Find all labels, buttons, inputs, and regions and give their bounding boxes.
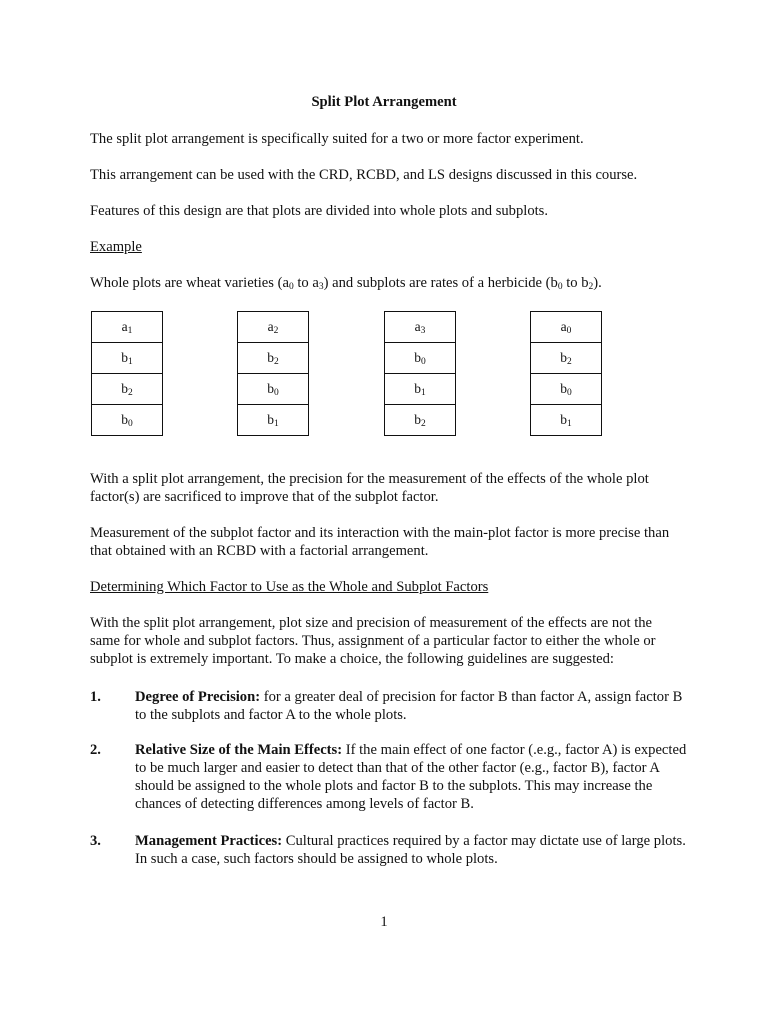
plot-cell: $b_1$: [238, 404, 308, 435]
plot-cell: $b_0$: [531, 373, 601, 404]
plot-cell: $a_1$: [121, 319, 133, 336]
guideline-item: [90, 832, 686, 868]
plot-cell: $b_1$: [385, 373, 455, 404]
subplot-paragraph: Measurement of the subplot factor and its interaction with the main-plot factor is more precise than that obtained with an RCBD with a factorial arrangement.: [90, 525, 670, 559]
whole-plot-1: [91, 311, 163, 436]
guideline-number: 3.: [90, 833, 101, 849]
plot-cell: $b_2$: [531, 342, 601, 373]
plot-cell: $b_2$: [238, 342, 308, 373]
plot-cell: $b_0$: [238, 373, 308, 404]
guideline-number: 1.: [90, 689, 101, 705]
plot-cell: $a_0$: [560, 319, 572, 336]
intro-paragraph-2: This arrangement can be used with the CRD, RCBD, and LS designs discussed in this course.: [90, 167, 638, 183]
guideline-heading: Degree of Precision:: [135, 689, 261, 705]
intro-paragraph-1: The split plot arrangement is specifically suited for a two or more factor experiment.: [90, 131, 584, 147]
guideline-text: If the main effect of one factor (.e.g., factor A) is expected to be much larger and easier to detect than that of the other factor (e.g., factor B), factor A should be assigned to the whole plots and factor B to the subplots. This may increase the chances of detecting differences among levels of factor B.: [135, 742, 687, 812]
precision-paragraph: With a split plot arrangement, the precision for the measurement of the effects of the whole plot factor(s) are sacrificed to improve that of the subplot factor.: [90, 471, 649, 505]
whole-plot-2: [237, 311, 309, 436]
plot-cell: $b_0$: [385, 342, 455, 373]
intro-paragraph-3: Features of this design are that plots are divided into whole plots and subplots.: [90, 203, 549, 219]
guideline-item: [90, 741, 690, 813]
plot-cell: $b_1$: [92, 342, 162, 373]
page-title: Split Plot Arrangement: [311, 94, 457, 110]
plot-cell: $b_2$: [92, 373, 162, 404]
whole-plot-4: [530, 311, 602, 436]
example-heading: Example: [90, 239, 142, 255]
guideline-text: Cultural practices required by a factor may dictate use of large plots. In such a case, such factors should be assigned to whole plots.: [135, 833, 686, 867]
guideline-heading: Relative Size of the Main Effects:: [135, 742, 343, 758]
page-number: 1: [380, 914, 388, 930]
section-heading: Determining Which Factor to Use as the Whole and Subplot Factors: [90, 579, 489, 595]
plot-cell: $b_0$: [92, 404, 162, 435]
example-description: Whole plots are wheat varieties ($a_0$ to $a_3$) and subplots are rates of a herbicide ($b_0$ to $b_2$).: [90, 275, 602, 292]
guideline-text: for a greater deal of precision for factor B than factor A, assign factor B to the subplots and factor A to the whole plots.: [135, 689, 683, 723]
section-intro-paragraph: With the split plot arrangement, plot size and precision of measurement of the effects are not the same for whole and subplot factors. Thus, assignment of a particular factor to either the whole or subplot is extremely important. To make a choice, the following guidelines are suggested:: [90, 615, 656, 667]
plot-cell: $a_2$: [267, 319, 279, 336]
plot-cell: $b_1$: [531, 404, 601, 435]
whole-plot-3: [384, 311, 456, 436]
plot-cell: $a_3$: [414, 319, 426, 336]
guideline-item: [90, 688, 686, 724]
plot-cell: $b_2$: [385, 404, 455, 435]
guideline-number: 2.: [90, 742, 101, 758]
guideline-heading: Management Practices:: [135, 833, 283, 849]
